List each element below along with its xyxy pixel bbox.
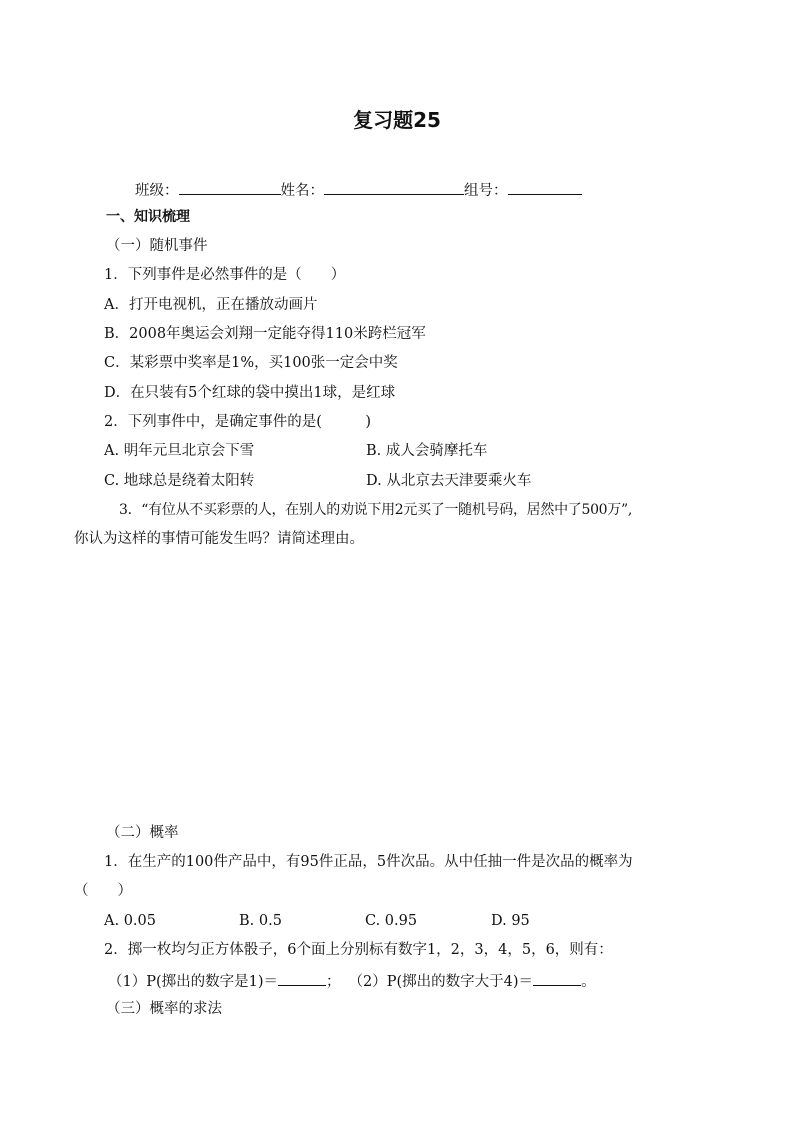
- probability-part-1-label: （1）P(掷出的数字是1)＝: [108, 974, 279, 990]
- question-3-line-2: 你认为这样的事情可能发生吗？请简述理由。: [74, 531, 364, 547]
- probability-question-1-option-a: A. 0.05: [104, 913, 156, 929]
- subsection-heading-probability-methods: （三）概率的求法: [106, 1001, 222, 1017]
- probability-question-1-option-b: B. 0.5: [239, 913, 282, 929]
- page-title: 复习题25: [353, 108, 441, 132]
- probability-question-1-option-c: C. 0.95: [365, 913, 418, 929]
- probability-question-2-parts: [108, 969, 596, 992]
- probability-part-2-label: （2）P(掷出的数字大于4)＝: [348, 974, 534, 990]
- probability-question-1-line-2: （ ）: [74, 883, 132, 899]
- name-blank[interactable]: [324, 178, 464, 195]
- subsection-heading-random-events: （一）随机事件: [106, 238, 208, 254]
- student-info-line: [135, 178, 582, 201]
- probability-question-1-option-d: D. 95: [491, 913, 530, 929]
- question-1-option-a: A．打开电视机，正在播放动画片: [104, 297, 318, 313]
- question-1-option-d: D．在只装有5个红球的袋中摸出1球，是红球: [104, 385, 396, 401]
- question-2-option-d: D. 从北京去天津要乘火车: [366, 473, 532, 489]
- probability-part-2-blank[interactable]: [533, 969, 581, 986]
- subsection-heading-probability: （二）概率: [106, 825, 179, 841]
- question-1-option-c: C．某彩票中奖率是1%，买100张一定会中奖: [104, 355, 398, 371]
- question-2-stem: 2．下列事件中，是确定事件的是( ): [104, 414, 372, 430]
- class-blank[interactable]: [179, 178, 281, 195]
- probability-part-1-blank[interactable]: [278, 969, 326, 986]
- probability-part-separator: ；: [326, 974, 341, 990]
- class-label: 班级：: [135, 183, 179, 199]
- section-heading-knowledge: 一、知识梳理: [106, 209, 190, 225]
- question-1-stem: 1．下列事件是必然事件的是（ ）: [104, 267, 346, 283]
- question-1-option-b: B．2008年奥运会刘翔一定能夺得110米跨栏冠军: [104, 326, 426, 342]
- name-label: 姓名：: [280, 183, 324, 199]
- probability-question-2-stem: 2．掷一枚均匀正方体骰子，6个面上分别标有数字1，2，3，4，5，6，则有：: [104, 942, 613, 958]
- group-label: 组号：: [464, 183, 508, 199]
- question-2-option-b: B. 成人会骑摩托车: [366, 443, 488, 459]
- probability-question-1-line-1: 1．在生产的100件产品中，有95件正品，5件次品。从中任抽一件是次品的概率为: [104, 854, 633, 870]
- probability-part-end: 。: [581, 974, 596, 990]
- group-blank[interactable]: [508, 178, 582, 195]
- question-3-line-1: 3．“有位从不买彩票的人，在别人的劝说下用2元买了一随机号码，居然中了500万”,: [119, 502, 632, 518]
- question-2-option-c: C. 地球总是绕着太阳转: [104, 473, 255, 489]
- question-2-option-a: A. 明年元旦北京会下雪: [104, 443, 255, 459]
